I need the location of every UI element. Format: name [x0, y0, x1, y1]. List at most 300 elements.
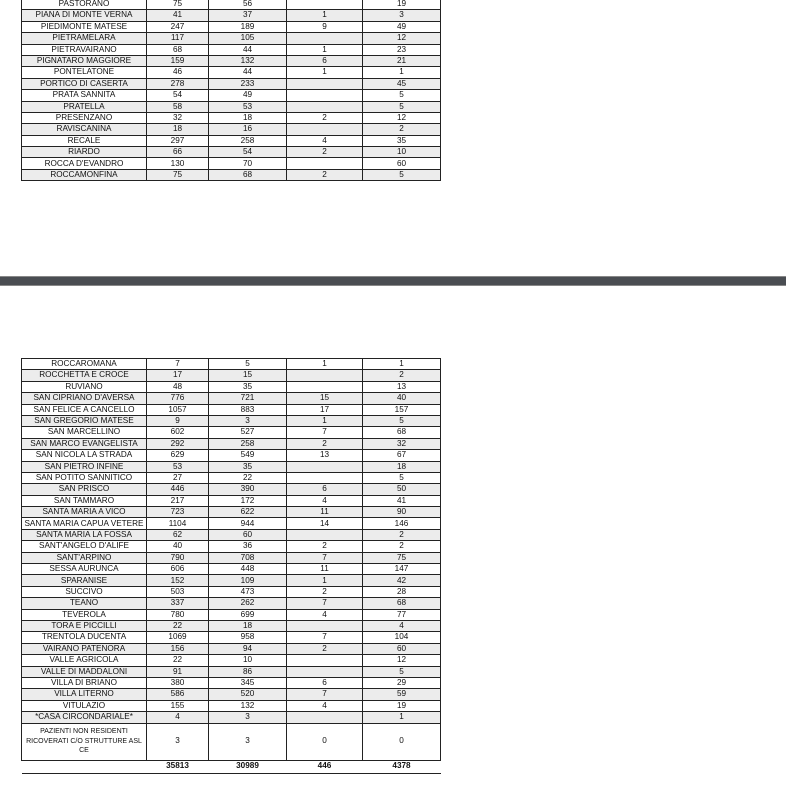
municipality-cell: SAN NICOLA LA STRADA — [22, 450, 147, 461]
value-cell-v4: 5 — [363, 472, 441, 483]
value-cell-v3 — [287, 381, 363, 392]
value-cell-v4: 18 — [363, 461, 441, 472]
table-row — [22, 101, 441, 112]
value-cell-v3: 11 — [287, 507, 363, 518]
value-cell-v2: 16 — [209, 124, 287, 135]
table-row — [22, 609, 441, 620]
table-row — [22, 55, 441, 66]
value-cell-v4: 2 — [363, 529, 441, 540]
value-cell-v1: 159 — [147, 55, 209, 66]
value-cell-v1: 446 — [147, 484, 209, 495]
value-cell-v4: 19 — [363, 700, 441, 711]
municipality-cell: *CASA CIRCONDARIALE* — [22, 712, 147, 723]
municipality-cell: RAVISCANINA — [22, 124, 147, 135]
value-cell-v4: 5 — [363, 666, 441, 677]
value-cell-v1: 503 — [147, 586, 209, 597]
value-cell-v3 — [287, 124, 363, 135]
municipality-cell: SAN CIPRIANO D'AVERSA — [22, 393, 147, 404]
value-cell-v3: 6 — [287, 484, 363, 495]
value-cell-v3: 2 — [287, 438, 363, 449]
value-cell-v3: 2 — [287, 169, 363, 180]
value-cell-v1: 130 — [147, 158, 209, 169]
table-row — [22, 393, 441, 404]
value-cell-v4: 75 — [363, 552, 441, 563]
value-cell-v1: 22 — [147, 620, 209, 631]
municipality-cell: SANTA MARIA LA FOSSA — [22, 529, 147, 540]
value-cell-v1: 629 — [147, 450, 209, 461]
value-cell-v2: 10 — [209, 655, 287, 666]
municipality-cell: RECALE — [22, 135, 147, 146]
value-cell-v3 — [287, 90, 363, 101]
value-cell-v2: 36 — [209, 541, 287, 552]
municipality-cell: TORA E PICCILLI — [22, 620, 147, 631]
table-row — [22, 21, 441, 32]
value-cell-v4: 1 — [363, 67, 441, 78]
value-cell-v2: 56 — [209, 0, 287, 10]
value-cell-v1: 790 — [147, 552, 209, 563]
value-cell-v1: 48 — [147, 381, 209, 392]
table-row — [22, 427, 441, 438]
value-cell-v2: 172 — [209, 495, 287, 506]
value-cell-v4: 5 — [363, 415, 441, 426]
value-cell-v1: 32 — [147, 112, 209, 123]
table-row — [22, 575, 441, 586]
value-cell-v3 — [287, 33, 363, 44]
value-cell-v4: 157 — [363, 404, 441, 415]
municipality-cell: PIANA DI MONTE VERNA — [22, 10, 147, 21]
value-cell-v4: 29 — [363, 677, 441, 688]
value-cell-v3: 2 — [287, 541, 363, 552]
value-cell-v2: 958 — [209, 632, 287, 643]
total-v4: 4378 — [363, 760, 441, 773]
value-cell-v2: 22 — [209, 472, 287, 483]
value-cell-v4: 68 — [363, 598, 441, 609]
value-cell-v3: 4 — [287, 135, 363, 146]
value-cell-v4: 90 — [363, 507, 441, 518]
value-cell-v2: 527 — [209, 427, 287, 438]
table-row — [22, 415, 441, 426]
municipality-cell: SUCCIVO — [22, 586, 147, 597]
value-cell-v4: 59 — [363, 689, 441, 700]
value-cell-v2: 44 — [209, 44, 287, 55]
data-table-top — [21, 0, 441, 181]
value-cell-v4: 60 — [363, 643, 441, 654]
value-cell-v3: 6 — [287, 55, 363, 66]
value-cell-v1: 91 — [147, 666, 209, 677]
value-cell-v1: 66 — [147, 147, 209, 158]
table-row — [22, 507, 441, 518]
municipality-cell: ROCCHETTA E CROCE — [22, 370, 147, 381]
value-cell-v1: 380 — [147, 677, 209, 688]
municipality-cell: VALLE DI MADDALONI — [22, 666, 147, 677]
value-cell-v3: 4 — [287, 700, 363, 711]
value-cell-v3 — [287, 655, 363, 666]
municipality-cell: SESSA AURUNCA — [22, 564, 147, 575]
value-cell-v1: 1104 — [147, 518, 209, 529]
value-cell-v2: 68 — [209, 169, 287, 180]
value-cell-v2: 233 — [209, 78, 287, 89]
table-row — [22, 700, 441, 711]
value-cell-v3: 6 — [287, 677, 363, 688]
value-cell-v1: 18 — [147, 124, 209, 135]
value-cell-v1: 156 — [147, 643, 209, 654]
value-cell-v1: 292 — [147, 438, 209, 449]
value-cell-v2: 944 — [209, 518, 287, 529]
value-cell-v1: 9 — [147, 415, 209, 426]
municipality-cell: SANTA MARIA A VICO — [22, 507, 147, 518]
value-cell-v4: 3 — [363, 10, 441, 21]
value-cell-v4: 28 — [363, 586, 441, 597]
table-row — [22, 381, 441, 392]
value-cell-v1: 75 — [147, 169, 209, 180]
value-cell-v1: 117 — [147, 33, 209, 44]
municipality-cell: TEANO — [22, 598, 147, 609]
value-cell-v2: 708 — [209, 552, 287, 563]
value-cell-v3 — [287, 101, 363, 112]
table-row — [22, 666, 441, 677]
table-row — [22, 438, 441, 449]
value-cell-v3: 1 — [287, 10, 363, 21]
value-cell-v1: 1069 — [147, 632, 209, 643]
value-cell-v3: 13 — [287, 450, 363, 461]
value-cell-v4: 5 — [363, 169, 441, 180]
value-cell-v3 — [287, 712, 363, 723]
value-cell-v1: 62 — [147, 529, 209, 540]
value-cell-v2: 70 — [209, 158, 287, 169]
table-row — [22, 712, 441, 723]
value-cell-v2: 44 — [209, 67, 287, 78]
value-cell-v4: 4 — [363, 620, 441, 631]
table-row — [22, 404, 441, 415]
value-cell-v4: 1 — [363, 359, 441, 370]
table-row — [22, 112, 441, 123]
table-row — [22, 552, 441, 563]
table-row — [22, 529, 441, 540]
value-cell-v3: 1 — [287, 44, 363, 55]
value-cell-v1: 217 — [147, 495, 209, 506]
table-row — [22, 655, 441, 666]
value-cell-v1: 40 — [147, 541, 209, 552]
value-cell-v2: 699 — [209, 609, 287, 620]
municipality-cell: VILLA DI BRIANO — [22, 677, 147, 688]
municipality-cell: PONTELATONE — [22, 67, 147, 78]
total-v2: 30989 — [209, 760, 287, 773]
value-cell-v1: 337 — [147, 598, 209, 609]
value-cell-v4: 2 — [363, 370, 441, 381]
value-cell-v3: 7 — [287, 552, 363, 563]
value-cell-v3: 4 — [287, 495, 363, 506]
value-cell-v1: 68 — [147, 44, 209, 55]
value-cell-v2: 60 — [209, 529, 287, 540]
value-cell-v2: 94 — [209, 643, 287, 654]
value-cell-v3: 1 — [287, 359, 363, 370]
value-cell-v1: 41 — [147, 10, 209, 21]
value-cell-v2: 37 — [209, 10, 287, 21]
value-cell-v3: 9 — [287, 21, 363, 32]
value-cell-v1: 297 — [147, 135, 209, 146]
value-cell-v4: 60 — [363, 158, 441, 169]
municipality-cell: SAN FELICE A CANCELLO — [22, 404, 147, 415]
value-cell-v3: 2 — [287, 586, 363, 597]
municipality-cell: SAN TAMMARO — [22, 495, 147, 506]
municipality-cell: SPARANISE — [22, 575, 147, 586]
municipality-cell: SANT'ANGELO D'ALIFE — [22, 541, 147, 552]
value-cell-v3: 7 — [287, 427, 363, 438]
value-cell-v1: 278 — [147, 78, 209, 89]
value-cell-v1: 75 — [147, 0, 209, 10]
municipality-cell: SAN PRISCO — [22, 484, 147, 495]
value-cell-v2: 549 — [209, 450, 287, 461]
municipality-cell: SAN MARCO EVANGELISTA — [22, 438, 147, 449]
value-cell-v3 — [287, 666, 363, 677]
municipality-cell: TRENTOLA DUCENTA — [22, 632, 147, 643]
value-cell-v2: 18 — [209, 620, 287, 631]
municipality-cell: PAZIENTI NON RESIDENTI RICOVERATI C/O STRUTTURE ASL CE — [22, 723, 147, 760]
value-cell-v2: 15 — [209, 370, 287, 381]
value-cell-v2: 721 — [209, 393, 287, 404]
totals-label-cell — [22, 760, 147, 773]
value-cell-v4: 2 — [363, 124, 441, 135]
value-cell-v2: 132 — [209, 55, 287, 66]
value-cell-v2: 3 — [209, 723, 287, 760]
value-cell-v4: 45 — [363, 78, 441, 89]
municipality-cell: VAIRANO PATENORA — [22, 643, 147, 654]
table-row — [22, 124, 441, 135]
municipality-cell: PRATELLA — [22, 101, 147, 112]
municipality-cell: VILLA LITERNO — [22, 689, 147, 700]
table-row — [22, 10, 441, 21]
table-row — [22, 541, 441, 552]
value-cell-v1: 22 — [147, 655, 209, 666]
table-row — [22, 723, 441, 760]
totals-row — [22, 760, 441, 773]
value-cell-v3: 1 — [287, 415, 363, 426]
value-cell-v1: 58 — [147, 101, 209, 112]
value-cell-v2: 473 — [209, 586, 287, 597]
value-cell-v3: 15 — [287, 393, 363, 404]
value-cell-v2: 258 — [209, 438, 287, 449]
value-cell-v4: 67 — [363, 450, 441, 461]
value-cell-v3: 14 — [287, 518, 363, 529]
value-cell-v3: 11 — [287, 564, 363, 575]
municipality-cell: PIETRAVAIRANO — [22, 44, 147, 55]
table-row — [22, 44, 441, 55]
table-row — [22, 158, 441, 169]
municipality-cell: PIETRAMELARA — [22, 33, 147, 44]
value-cell-v3: 0 — [287, 723, 363, 760]
value-cell-v4: 19 — [363, 0, 441, 10]
value-cell-v4: 77 — [363, 609, 441, 620]
value-cell-v2: 54 — [209, 147, 287, 158]
table-row — [22, 484, 441, 495]
value-cell-v4: 50 — [363, 484, 441, 495]
value-cell-v3: 7 — [287, 598, 363, 609]
value-cell-v2: 520 — [209, 689, 287, 700]
page-separator — [0, 276, 786, 286]
table-row — [22, 632, 441, 643]
value-cell-v2: 49 — [209, 90, 287, 101]
value-cell-v2: 5 — [209, 359, 287, 370]
municipality-cell: PRATA SANNITA — [22, 90, 147, 101]
value-cell-v1: 606 — [147, 564, 209, 575]
table-row — [22, 359, 441, 370]
value-cell-v1: 17 — [147, 370, 209, 381]
value-cell-v3: 17 — [287, 404, 363, 415]
municipality-cell: SAN POTITO SANNITICO — [22, 472, 147, 483]
municipality-cell: SAN MARCELLINO — [22, 427, 147, 438]
table-row — [22, 598, 441, 609]
value-cell-v4: 2 — [363, 541, 441, 552]
value-cell-v1: 780 — [147, 609, 209, 620]
municipality-cell: VITULAZIO — [22, 700, 147, 711]
value-cell-v1: 586 — [147, 689, 209, 700]
value-cell-v2: 3 — [209, 415, 287, 426]
value-cell-v4: 42 — [363, 575, 441, 586]
table-row — [22, 472, 441, 483]
value-cell-v2: 345 — [209, 677, 287, 688]
value-cell-v1: 1057 — [147, 404, 209, 415]
value-cell-v4: 12 — [363, 112, 441, 123]
value-cell-v4: 1 — [363, 712, 441, 723]
value-cell-v4: 41 — [363, 495, 441, 506]
municipality-cell: ROCCAMONFINA — [22, 169, 147, 180]
value-cell-v1: 776 — [147, 393, 209, 404]
value-cell-v2: 390 — [209, 484, 287, 495]
municipality-cell: TEVEROLA — [22, 609, 147, 620]
total-v1: 35813 — [147, 760, 209, 773]
table-row — [22, 689, 441, 700]
value-cell-v1: 46 — [147, 67, 209, 78]
value-cell-v4: 12 — [363, 655, 441, 666]
value-cell-v3: 1 — [287, 575, 363, 586]
table-row — [22, 147, 441, 158]
municipality-cell: VALLE AGRICOLA — [22, 655, 147, 666]
table-row — [22, 643, 441, 654]
value-cell-v3 — [287, 78, 363, 89]
value-cell-v2: 189 — [209, 21, 287, 32]
table-row — [22, 450, 441, 461]
value-cell-v1: 155 — [147, 700, 209, 711]
value-cell-v1: 27 — [147, 472, 209, 483]
value-cell-v4: 13 — [363, 381, 441, 392]
table-row — [22, 564, 441, 575]
table-row — [22, 169, 441, 180]
value-cell-v4: 104 — [363, 632, 441, 643]
value-cell-v1: 53 — [147, 461, 209, 472]
value-cell-v3: 1 — [287, 67, 363, 78]
value-cell-v2: 18 — [209, 112, 287, 123]
municipality-cell: SAN GREGORIO MATESE — [22, 415, 147, 426]
value-cell-v4: 5 — [363, 90, 441, 101]
value-cell-v4: 32 — [363, 438, 441, 449]
table-row — [22, 0, 441, 10]
value-cell-v3: 2 — [287, 112, 363, 123]
value-cell-v4: 68 — [363, 427, 441, 438]
value-cell-v3 — [287, 158, 363, 169]
table-row — [22, 78, 441, 89]
total-v3: 446 — [287, 760, 363, 773]
table-row — [22, 518, 441, 529]
municipality-cell: SAN PIETRO INFINE — [22, 461, 147, 472]
value-cell-v1: 602 — [147, 427, 209, 438]
value-cell-v2: 35 — [209, 381, 287, 392]
value-cell-v4: 146 — [363, 518, 441, 529]
table-row — [22, 620, 441, 631]
table-row — [22, 586, 441, 597]
value-cell-v2: 109 — [209, 575, 287, 586]
value-cell-v3: 2 — [287, 643, 363, 654]
value-cell-v4: 147 — [363, 564, 441, 575]
table-row — [22, 495, 441, 506]
municipality-cell: PIEDIMONTE MATESE — [22, 21, 147, 32]
value-cell-v1: 3 — [147, 723, 209, 760]
value-cell-v3: 2 — [287, 147, 363, 158]
value-cell-v4: 0 — [363, 723, 441, 760]
value-cell-v3 — [287, 529, 363, 540]
value-cell-v3 — [287, 620, 363, 631]
value-cell-v4: 40 — [363, 393, 441, 404]
value-cell-v4: 49 — [363, 21, 441, 32]
value-cell-v2: 105 — [209, 33, 287, 44]
table-row — [22, 135, 441, 146]
value-cell-v2: 86 — [209, 666, 287, 677]
page-sheet-top — [0, 0, 786, 276]
value-cell-v3 — [287, 461, 363, 472]
municipality-cell: PORTICO DI CASERTA — [22, 78, 147, 89]
municipality-cell: ROCCA D'EVANDRO — [22, 158, 147, 169]
table-row — [22, 33, 441, 44]
table-row — [22, 370, 441, 381]
value-cell-v3: 7 — [287, 689, 363, 700]
municipality-cell: SANTA MARIA CAPUA VETERE — [22, 518, 147, 529]
value-cell-v2: 35 — [209, 461, 287, 472]
value-cell-v3 — [287, 0, 363, 10]
value-cell-v1: 247 — [147, 21, 209, 32]
value-cell-v3: 4 — [287, 609, 363, 620]
municipality-cell: PASTORANO — [22, 0, 147, 10]
value-cell-v1: 4 — [147, 712, 209, 723]
value-cell-v3: 7 — [287, 632, 363, 643]
municipality-cell: RUVIANO — [22, 381, 147, 392]
value-cell-v2: 132 — [209, 700, 287, 711]
value-cell-v4: 35 — [363, 135, 441, 146]
table-row — [22, 67, 441, 78]
value-cell-v1: 54 — [147, 90, 209, 101]
municipality-cell: PIGNATARO MAGGIORE — [22, 55, 147, 66]
table-row — [22, 461, 441, 472]
value-cell-v3 — [287, 370, 363, 381]
value-cell-v2: 883 — [209, 404, 287, 415]
value-cell-v2: 622 — [209, 507, 287, 518]
value-cell-v1: 152 — [147, 575, 209, 586]
value-cell-v4: 21 — [363, 55, 441, 66]
table-row — [22, 90, 441, 101]
value-cell-v2: 262 — [209, 598, 287, 609]
municipality-cell: RIARDO — [22, 147, 147, 158]
value-cell-v4: 23 — [363, 44, 441, 55]
value-cell-v2: 448 — [209, 564, 287, 575]
municipality-cell: ROCCAROMANA — [22, 359, 147, 370]
value-cell-v2: 3 — [209, 712, 287, 723]
municipality-cell: PRESENZANO — [22, 112, 147, 123]
value-cell-v4: 10 — [363, 147, 441, 158]
table-row — [22, 677, 441, 688]
municipality-cell: SANT'ARPINO — [22, 552, 147, 563]
value-cell-v2: 53 — [209, 101, 287, 112]
value-cell-v1: 723 — [147, 507, 209, 518]
page-sheet-bottom — [0, 286, 786, 800]
value-cell-v1: 7 — [147, 359, 209, 370]
